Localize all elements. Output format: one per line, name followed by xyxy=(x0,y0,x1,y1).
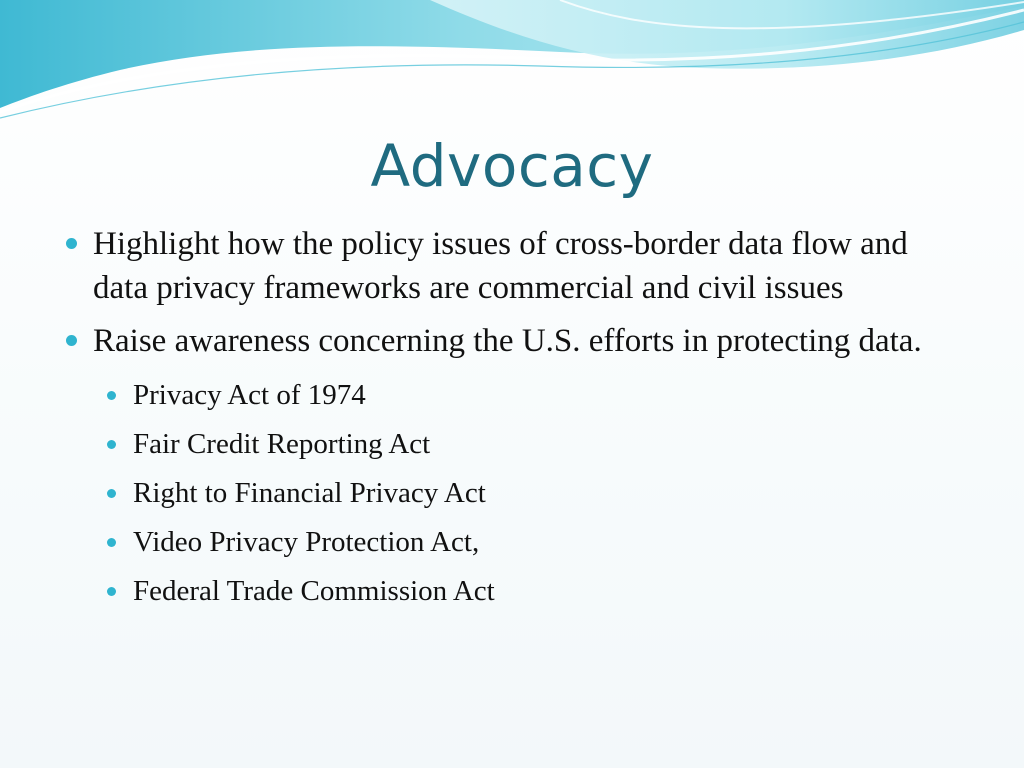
sub-bullet-item: Fair Credit Reporting Act xyxy=(133,420,962,469)
sub-bullet-item: Video Privacy Protection Act, xyxy=(133,518,962,567)
sub-bullet-item: Privacy Act of 1974 xyxy=(133,371,962,420)
slide-title: Advocacy xyxy=(370,132,654,200)
bullet-item: Highlight how the policy issues of cross-border data flow and data privacy frameworks are commercial and civil issues xyxy=(62,222,962,310)
sub-bullet-item: Right to Financial Privacy Act xyxy=(133,469,962,518)
sub-bullet-list xyxy=(62,371,962,616)
header-wave-decoration xyxy=(0,0,1024,130)
slide-body xyxy=(62,222,962,616)
sub-bullet-item: Federal Trade Commission Act xyxy=(133,567,962,616)
bullet-item: Raise awareness concerning the U.S. efforts in protecting data. xyxy=(62,319,962,363)
